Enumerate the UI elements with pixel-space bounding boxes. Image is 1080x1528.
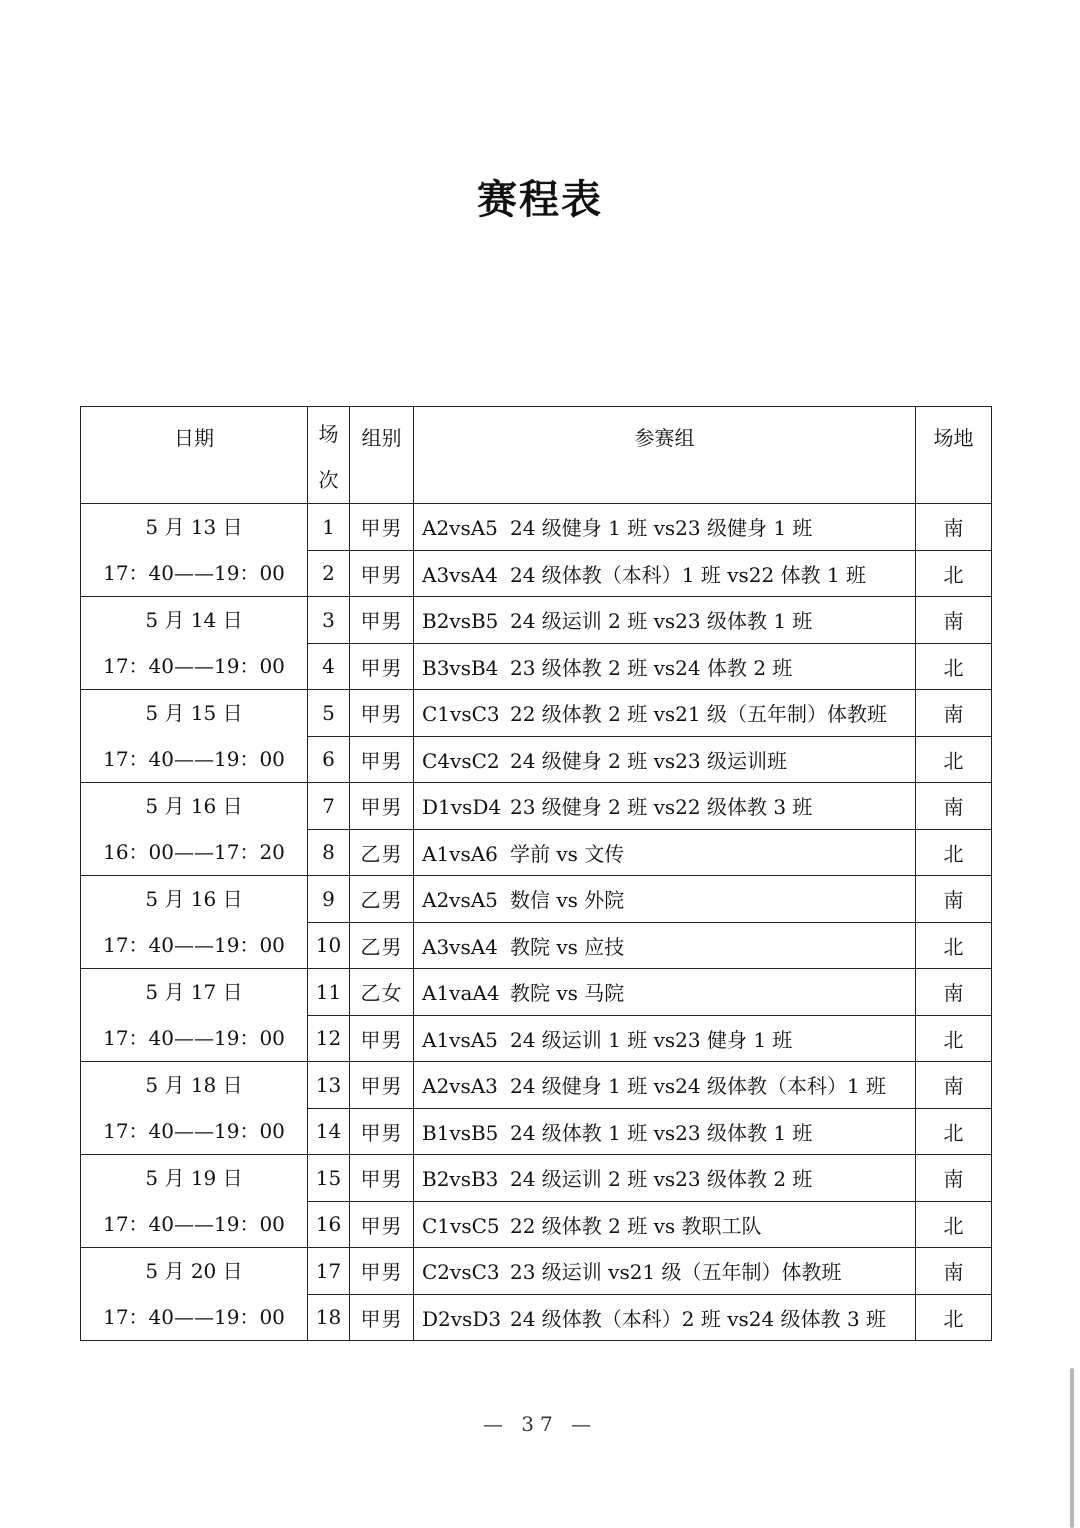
match-number: 17 bbox=[308, 1248, 350, 1295]
match-code: A2vsA5 bbox=[422, 516, 498, 541]
match-teams-text: 24 级体教 1 班 vs23 级体教 1 班 bbox=[510, 1120, 813, 1145]
match-teams bbox=[414, 783, 916, 830]
table-row bbox=[81, 504, 992, 551]
match-group: 乙男 bbox=[350, 876, 414, 923]
match-venue: 北 bbox=[916, 1201, 992, 1248]
match-number: 15 bbox=[308, 1155, 350, 1202]
match-teams bbox=[414, 1155, 916, 1202]
match-code: C1vsC5 bbox=[422, 1213, 500, 1238]
match-number: 12 bbox=[308, 1015, 350, 1062]
match-number: 14 bbox=[308, 1108, 350, 1155]
table-row bbox=[81, 597, 992, 644]
match-time: 17：40——19：00 bbox=[103, 933, 285, 957]
match-time: 17：40——19：00 bbox=[103, 654, 285, 678]
date-cell bbox=[81, 876, 308, 969]
match-number: 4 bbox=[308, 643, 350, 690]
date-cell bbox=[81, 690, 308, 783]
header-date: 日期 bbox=[81, 407, 308, 504]
match-code: A1vsA5 bbox=[422, 1027, 498, 1052]
match-time: 17：40——19：00 bbox=[103, 561, 285, 585]
match-group: 乙男 bbox=[350, 829, 414, 876]
match-venue: 北 bbox=[916, 1015, 992, 1062]
match-teams-text: 24 级运训 1 班 vs23 健身 1 班 bbox=[510, 1027, 793, 1052]
match-teams-text: 24 级运训 2 班 vs23 级体教 2 班 bbox=[510, 1167, 813, 1192]
match-code: D1vsD4 bbox=[422, 795, 502, 820]
table-row bbox=[81, 1155, 992, 1202]
match-number: 8 bbox=[308, 829, 350, 876]
match-date: 5 月 17 日 bbox=[145, 980, 243, 1004]
match-teams bbox=[414, 969, 916, 1016]
match-group: 甲男 bbox=[350, 690, 414, 737]
match-code: A1vaA4 bbox=[422, 981, 500, 1006]
match-code: C2vsC3 bbox=[422, 1260, 500, 1285]
match-code: A3vsA4 bbox=[422, 934, 498, 959]
match-number: 3 bbox=[308, 597, 350, 644]
match-teams bbox=[414, 597, 916, 644]
match-number: 11 bbox=[308, 969, 350, 1016]
match-time: 17：40——19：00 bbox=[103, 1305, 285, 1329]
match-venue: 南 bbox=[916, 876, 992, 923]
match-date: 5 月 15 日 bbox=[145, 701, 243, 725]
match-number: 18 bbox=[308, 1294, 350, 1341]
match-code: A3vsA4 bbox=[422, 562, 498, 587]
date-cell bbox=[81, 1062, 308, 1155]
match-teams bbox=[414, 690, 916, 737]
match-venue: 北 bbox=[916, 1294, 992, 1341]
match-date: 5 月 14 日 bbox=[145, 608, 243, 632]
match-code: B3vsB4 bbox=[422, 655, 499, 680]
match-teams bbox=[414, 1248, 916, 1295]
match-number: 16 bbox=[308, 1201, 350, 1248]
match-teams-text: 24 级健身 1 班 vs23 级健身 1 班 bbox=[510, 516, 813, 541]
table-row bbox=[81, 876, 992, 923]
match-group: 甲男 bbox=[350, 1015, 414, 1062]
match-group: 甲男 bbox=[350, 550, 414, 597]
match-code: A2vsA5 bbox=[422, 888, 498, 913]
match-venue: 北 bbox=[916, 643, 992, 690]
match-teams bbox=[414, 504, 916, 551]
table-row bbox=[81, 783, 992, 830]
match-group: 甲男 bbox=[350, 1294, 414, 1341]
match-teams-text: 数信 vs 外院 bbox=[510, 888, 625, 913]
match-teams bbox=[414, 829, 916, 876]
match-number: 1 bbox=[308, 504, 350, 551]
match-group: 甲男 bbox=[350, 1108, 414, 1155]
match-time: 17：40——19：00 bbox=[103, 747, 285, 771]
match-time: 16：00——17：20 bbox=[103, 840, 285, 864]
table-header-row bbox=[81, 407, 992, 504]
match-code: D2vsD3 bbox=[422, 1306, 502, 1331]
match-teams bbox=[414, 1015, 916, 1062]
match-teams-text: 23 级运训 vs21 级（五年制）体教班 bbox=[510, 1260, 842, 1285]
date-cell bbox=[81, 504, 308, 597]
match-date: 5 月 18 日 bbox=[145, 1073, 243, 1097]
header-match-no: 场 次 bbox=[308, 407, 350, 504]
match-code: B1vsB5 bbox=[422, 1120, 499, 1145]
header-venue: 场地 bbox=[916, 407, 992, 504]
match-teams bbox=[414, 1294, 916, 1341]
match-teams-text: 22 级体教 2 班 vs 教职工队 bbox=[510, 1213, 762, 1238]
scrollbar[interactable] bbox=[1070, 1368, 1074, 1528]
match-code: A1vsA6 bbox=[422, 841, 498, 866]
match-teams bbox=[414, 1108, 916, 1155]
match-teams-text: 24 级健身 1 班 vs24 级体教（本科）1 班 bbox=[510, 1074, 887, 1099]
match-teams-text: 24 级运训 2 班 vs23 级体教 1 班 bbox=[510, 609, 813, 634]
match-date: 5 月 19 日 bbox=[145, 1166, 243, 1190]
match-teams-text: 23 级体教 2 班 vs24 体教 2 班 bbox=[510, 655, 793, 680]
match-teams bbox=[414, 550, 916, 597]
match-group: 乙男 bbox=[350, 922, 414, 969]
match-group: 甲男 bbox=[350, 783, 414, 830]
match-teams-text: 24 级健身 2 班 vs23 级运训班 bbox=[510, 748, 787, 773]
match-teams bbox=[414, 922, 916, 969]
date-cell bbox=[81, 1248, 308, 1341]
match-teams-text: 23 级健身 2 班 vs22 级体教 3 班 bbox=[510, 795, 813, 820]
match-code: A2vsA3 bbox=[422, 1074, 498, 1099]
match-code: B2vsB3 bbox=[422, 1167, 499, 1192]
match-venue: 南 bbox=[916, 1062, 992, 1109]
match-teams-text: 24 级体教（本科）2 班 vs24 级体教 3 班 bbox=[510, 1306, 887, 1331]
match-group: 甲男 bbox=[350, 1201, 414, 1248]
match-teams-text: 教院 vs 应技 bbox=[510, 934, 625, 959]
match-group: 甲男 bbox=[350, 1155, 414, 1202]
match-venue: 南 bbox=[916, 783, 992, 830]
match-group: 甲男 bbox=[350, 597, 414, 644]
match-teams-text: 教院 vs 马院 bbox=[510, 981, 625, 1006]
match-venue: 北 bbox=[916, 550, 992, 597]
match-number: 6 bbox=[308, 736, 350, 783]
header-teams: 参赛组 bbox=[414, 407, 916, 504]
match-date: 5 月 16 日 bbox=[145, 794, 243, 818]
match-time: 17：40——19：00 bbox=[103, 1212, 285, 1236]
match-code: B2vsB5 bbox=[422, 609, 499, 634]
match-venue: 北 bbox=[916, 829, 992, 876]
match-group: 乙女 bbox=[350, 969, 414, 1016]
date-cell bbox=[81, 969, 308, 1062]
match-code: C4vsC2 bbox=[422, 748, 500, 773]
match-teams bbox=[414, 1062, 916, 1109]
match-date: 5 月 16 日 bbox=[145, 887, 243, 911]
match-code: C1vsC3 bbox=[422, 702, 500, 727]
match-teams bbox=[414, 736, 916, 783]
match-group: 甲男 bbox=[350, 1062, 414, 1109]
header-group: 组别 bbox=[350, 407, 414, 504]
page-number: — 37 — bbox=[482, 1412, 598, 1436]
match-venue: 南 bbox=[916, 1155, 992, 1202]
match-number: 9 bbox=[308, 876, 350, 923]
match-number: 13 bbox=[308, 1062, 350, 1109]
match-venue: 北 bbox=[916, 736, 992, 783]
match-date: 5 月 20 日 bbox=[145, 1259, 243, 1283]
match-teams-text: 22 级体教 2 班 vs21 级（五年制）体教班 bbox=[510, 702, 887, 727]
match-teams bbox=[414, 643, 916, 690]
match-venue: 南 bbox=[916, 969, 992, 1016]
match-date: 5 月 13 日 bbox=[145, 515, 243, 539]
date-cell bbox=[81, 597, 308, 690]
schedule-table bbox=[80, 406, 992, 1341]
match-time: 17：40——19：00 bbox=[103, 1119, 285, 1143]
match-venue: 北 bbox=[916, 922, 992, 969]
page-title: 赛程表 bbox=[477, 176, 603, 223]
match-group: 甲男 bbox=[350, 736, 414, 783]
table-row bbox=[81, 1062, 992, 1109]
match-group: 甲男 bbox=[350, 643, 414, 690]
match-venue: 南 bbox=[916, 1248, 992, 1295]
table-row bbox=[81, 1248, 992, 1295]
match-teams bbox=[414, 876, 916, 923]
match-venue: 北 bbox=[916, 1108, 992, 1155]
table-row bbox=[81, 969, 992, 1016]
match-number: 10 bbox=[308, 922, 350, 969]
match-time: 17：40——19：00 bbox=[103, 1026, 285, 1050]
match-group: 甲男 bbox=[350, 504, 414, 551]
date-cell bbox=[81, 783, 308, 876]
match-number: 2 bbox=[308, 550, 350, 597]
match-teams-text: 学前 vs 文传 bbox=[510, 841, 625, 866]
table-row bbox=[81, 690, 992, 737]
date-cell bbox=[81, 1155, 308, 1248]
match-teams bbox=[414, 1201, 916, 1248]
match-venue: 南 bbox=[916, 597, 992, 644]
match-number: 5 bbox=[308, 690, 350, 737]
match-venue: 南 bbox=[916, 504, 992, 551]
match-group: 甲男 bbox=[350, 1248, 414, 1295]
match-number: 7 bbox=[308, 783, 350, 830]
match-venue: 南 bbox=[916, 690, 992, 737]
match-teams-text: 24 级体教（本科）1 班 vs22 体教 1 班 bbox=[510, 562, 867, 587]
